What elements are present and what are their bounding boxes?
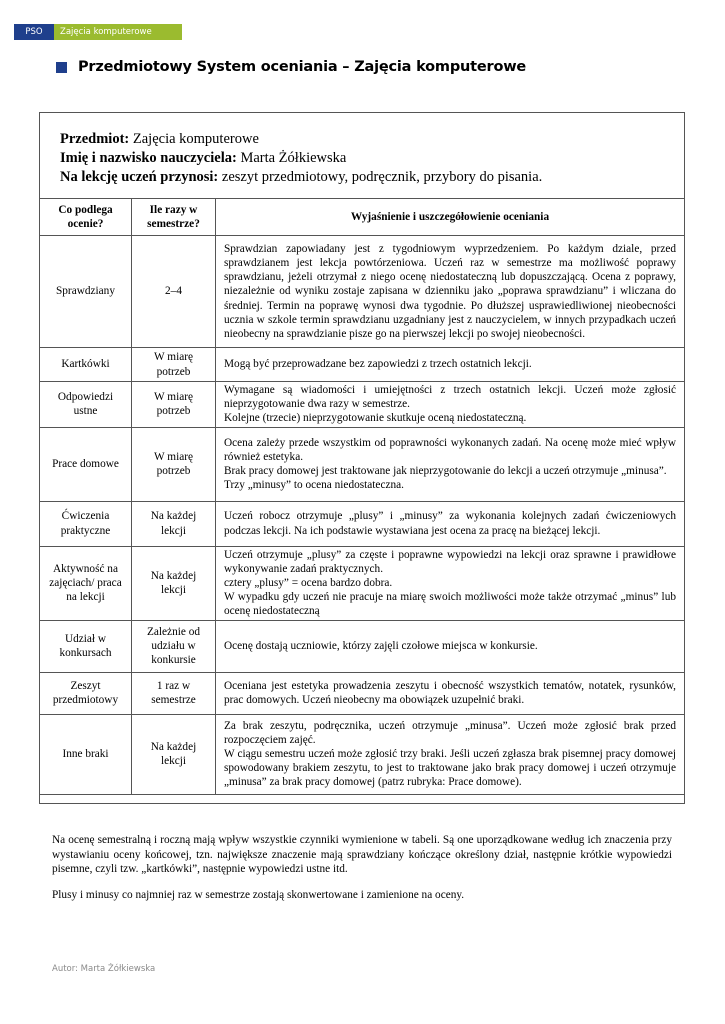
table-row [40, 714, 685, 794]
cell-explanation [216, 672, 685, 714]
cell-explanation [216, 348, 685, 382]
info-bring-value: zeszyt przedmiotowy, podręcznik, przybory do pisania. [221, 169, 543, 185]
cell-what: Odpowiedzi ustne [40, 382, 132, 428]
note-paragraph: Na ocenę semestralną i roczną mają wpływ wszystkie czynniki wymienione w tabeli. Są one uporządkowane według ich znaczenia przy wystawianiu oceny końcowej, tzn. największe znaczenie mają sprawdziany kończące określony dział, następnie krótkie wypowiedzi pisemne, czyli tzw. „kartkówki”, następnie wypowiedzi ustne itd. [52, 834, 672, 876]
table-row [40, 620, 685, 672]
table-row [40, 382, 685, 428]
cell-explanation [216, 620, 685, 672]
explanation-line: Mogą być przeprowadzane bez zapowiedzi z trzech ostatnich lekcji. [224, 358, 532, 371]
header-subject-tag: Zajęcia komputerowe [54, 24, 182, 40]
cell-how-often: W miarę potrzeb [132, 427, 216, 501]
cell-what: Prace domowe [40, 427, 132, 501]
table-row [40, 348, 685, 382]
cell-what: Zeszyt przedmiotowy [40, 672, 132, 714]
cell-how-often: 2–4 [132, 236, 216, 348]
explanation-line: Uczeń otrzymuje „plusy” za częste i poprawne wypowiedzi na lekcji oraz sprawne i prawidłowe wykonywanie zadań praktycznych. [224, 548, 676, 575]
header-what: Co podlega ocenie? [40, 199, 132, 236]
cell-explanation [216, 427, 685, 501]
info-subject [60, 130, 542, 149]
explanation-line: Ocena zależy przede wszystkim od poprawności wykonanych zadań. Na ocenę może mieć wpływ również estetyka. [224, 436, 676, 463]
header-tab [14, 24, 182, 40]
cell-what: Inne braki [40, 714, 132, 794]
explanation-line: Za brak zeszytu, podręcznika, uczeń otrzymuje „minusa”. Uczeń może zgłosić brak przed rozpoczęciem zajęć. [224, 719, 676, 746]
explanation-line: Sprawdzian zapowiadany jest z tygodniowym wyprzedzeniem. Po każdym dziale, przed sprawdzianem jest lekcja powtórzeniowa. Uczeń raz w semestrze ma możliwość poprawy sprawdzianu, jeżeli otrzymał z niego ocenę niedostateczną lub dopuszczającą. Ocena z poprawy, niezależnie od wyniku zostaje zapisana w dzienniku jako „poprawa sprawdzianu” i wliczana do średniej. Termin na poprawę wynosi dwa tygodnie. Po dłuższej usprawiedliwionej nieobecności ucznia w szkole termin sprawdzianu uzgadniany jest z nauczycielem, w innych przypadkach uczeń nieobecny na sprawdzianie pisze go na pierwszej lekcji po swojej nieobecności. [224, 242, 676, 340]
table-row [40, 236, 685, 348]
table-row [40, 501, 685, 546]
grading-table [39, 198, 685, 795]
info-bring [60, 168, 542, 187]
table-row [40, 546, 685, 620]
explanation-line: Kolejne (trzecie) nieprzygotowanie skutkuje oceną niedostateczną. [224, 412, 527, 425]
info-bring-label: Na lekcję uczeń przynosi: [60, 169, 219, 185]
cell-explanation [216, 236, 685, 348]
explanation-line: Ocenę dostają uczniowie, którzy zajęli czołowe miejsca w konkursie. [224, 640, 538, 653]
info-subject-label: Przedmiot: [60, 131, 130, 147]
info-block [60, 130, 542, 187]
info-teacher [60, 149, 542, 168]
cell-explanation [216, 501, 685, 546]
cell-how-often: W miarę potrzeb [132, 348, 216, 382]
explanation-line: W ciągu semestru uczeń może zgłosić trzy braki. Jeśli uczeń zgłasza brak pisemnej pracy domowej spowodowany brakiem zeszytu, to jest to traktowane jako brak pracy domowej i uczeń otrzymuje „minusa” za brak pracy domowej (patrz rubryka: Prace domowe). [224, 748, 676, 789]
page-title: Przedmiotowy System oceniania – Zajęcia komputerowe [78, 59, 527, 75]
explanation-line: Uczeń robocz otrzymuje „plusy” i „minusy” za wykonania kolejnych zadań ćwiczeniowych podczas lekcji. Na ich podstawie wystawiana jest ocena za pracę na bieżącej lekcji. [224, 510, 676, 537]
table-row [40, 672, 685, 714]
cell-what: Ćwiczenia praktyczne [40, 501, 132, 546]
cell-explanation [216, 714, 685, 794]
cell-how-often: Zależnie od udziału w konkursie [132, 620, 216, 672]
note-paragraph: Plusy i minusy co najmniej raz w semestrze zostają skonwertowane i zamienione na oceny. [52, 889, 465, 901]
table-header-row [40, 199, 685, 236]
title-row [56, 59, 526, 75]
cell-what: Aktywność na zajęciach/ praca na lekcji [40, 546, 132, 620]
info-teacher-value: Marta Żółkiewska [240, 150, 347, 166]
title-square-icon [56, 62, 67, 73]
cell-what: Sprawdziany [40, 236, 132, 348]
cell-explanation [216, 546, 685, 620]
explanation-line: Trzy „minusy” to ocena niedostateczna. [224, 479, 404, 492]
header-tag: PSO [14, 24, 54, 40]
explanation-line: Wymagane są wiadomości i umiejętności z trzech ostatnich lekcji. Uczeń może zgłosić nieprzygotowanie dwa razy w semestrze. [224, 384, 676, 411]
cell-explanation [216, 382, 685, 428]
cell-how-often: W miarę potrzeb [132, 382, 216, 428]
info-subject-value: Zajęcia komputerowe [132, 131, 259, 147]
cell-how-often: Na każdej lekcji [132, 546, 216, 620]
explanation-line: W wypadku gdy uczeń nie pracuje na miarę swoich możliwości może także otrzymać „minus” lub ocenę niedostateczną [224, 591, 676, 618]
explanation-line: cztery „plusy” = ocena bardzo dobra. [224, 577, 393, 590]
footer-author: Autor: Marta Żółkiewska [52, 964, 156, 974]
explanation-line: Brak pracy domowej jest traktowane jak nieprzygotowanie do lekcji a uczeń otrzymuje „minusa”. [224, 465, 667, 478]
cell-how-often: Na każdej lekcji [132, 714, 216, 794]
header-how-often: Ile razy w semestrze? [132, 199, 216, 236]
explanation-line: Oceniana jest estetyka prowadzenia zeszytu i obecność wszystkich tematów, notatek, rysunków, prac domowych. Uczeń nieobecny ma obowiązek uzupełnić braki. [224, 679, 676, 707]
cell-what: Kartkówki [40, 348, 132, 382]
header-explanation: Wyjaśnienie i uszczegółowienie oceniania [216, 199, 685, 236]
cell-what: Udział w konkursach [40, 620, 132, 672]
cell-how-often: 1 raz w semestrze [132, 672, 216, 714]
info-teacher-label: Imię i nazwisko nauczyciela: [60, 150, 237, 166]
cell-how-often: Na każdej lekcji [132, 501, 216, 546]
table-row [40, 427, 685, 501]
